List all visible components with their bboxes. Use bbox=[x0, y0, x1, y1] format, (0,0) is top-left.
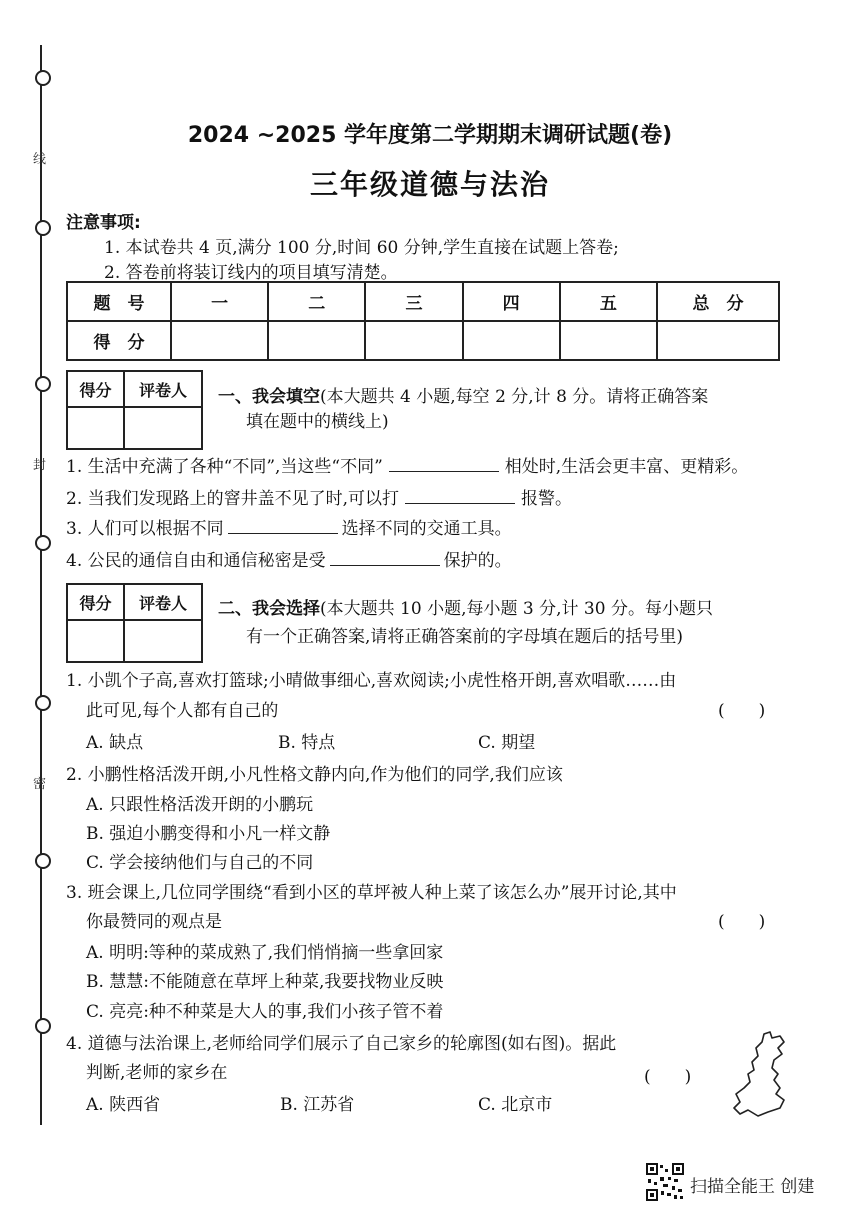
q3-option-b[interactable]: B. 慧慧:不能随意在草坪上种菜,我要找物业反映 bbox=[86, 972, 444, 992]
section1-score-box bbox=[66, 370, 203, 450]
score-table-header-2: 二 bbox=[268, 282, 365, 321]
answer-blank[interactable] bbox=[228, 519, 338, 534]
question-text: 相处时,生活会更丰富、更精彩。 bbox=[504, 457, 749, 477]
binding-hole bbox=[35, 853, 51, 869]
score-table-header-1: 一 bbox=[171, 282, 268, 321]
fill-question-1 bbox=[66, 452, 748, 477]
section1-heading-line1 bbox=[218, 382, 708, 407]
province-outline-map bbox=[728, 1030, 790, 1120]
q3-option-c[interactable]: C. 亮亮:种不种菜是大人的事,我们小孩子管不着 bbox=[86, 1002, 444, 1022]
answer-blank[interactable] bbox=[330, 551, 440, 566]
mini-score-label: 得分 bbox=[67, 371, 124, 407]
score-table-header-total: 总 分 bbox=[657, 282, 779, 321]
question-text: 1. 生活中充满了各种“不同”,当这些“不同” bbox=[66, 457, 383, 477]
fill-question-2 bbox=[66, 484, 572, 509]
question-text: 4. 公民的通信自由和通信秘密是受 bbox=[66, 551, 326, 571]
question-text: 3. 人们可以根据不同 bbox=[66, 519, 224, 539]
choice-question-2-line1: 2. 小鹏性格活泼开朗,小凡性格文静内向,作为他们的同学,我们应该 bbox=[66, 765, 563, 785]
choice-question-3-line1: 3. 班会课上,几位同学围绕“看到小区的草坪被人种上菜了该怎么办”展开讨论,其中 bbox=[66, 883, 677, 903]
mini-score-cell[interactable] bbox=[67, 407, 124, 449]
score-cell[interactable] bbox=[171, 321, 268, 360]
score-cell[interactable] bbox=[463, 321, 560, 360]
notice-heading: 注意事项: bbox=[66, 213, 141, 233]
exam-title: 2024 ~2025 学年度第二学期期末调研试题(卷) bbox=[187, 123, 673, 148]
notice-item-2: 2. 答卷前将装订线内的项目填写清楚。 bbox=[104, 263, 398, 283]
question-text: 报警。 bbox=[521, 489, 573, 509]
q2-option-a[interactable]: A. 只跟性格活泼开朗的小鹏玩 bbox=[86, 795, 314, 815]
mini-score-label: 得分 bbox=[67, 584, 124, 620]
question-text: 保护的。 bbox=[443, 551, 512, 571]
binding-line bbox=[40, 45, 42, 1125]
binding-hole bbox=[35, 535, 51, 551]
binding-hole bbox=[35, 70, 51, 86]
answer-blank[interactable] bbox=[405, 489, 515, 504]
qr-code-icon bbox=[646, 1163, 684, 1201]
score-table-header-label: 题 号 bbox=[67, 282, 171, 321]
q2-option-c[interactable]: C. 学会接纳他们与自己的不同 bbox=[86, 853, 314, 873]
answer-parentheses[interactable]: ( ) bbox=[644, 1067, 692, 1087]
answer-parentheses[interactable]: ( ) bbox=[718, 701, 766, 721]
q3-option-a[interactable]: A. 明明:等种的菜成熟了,我们悄悄摘一些拿回家 bbox=[86, 943, 444, 963]
choice-question-1-line2: 此可见,每个人都有自己的 bbox=[86, 701, 279, 721]
score-cell-total[interactable] bbox=[657, 321, 779, 360]
score-cell[interactable] bbox=[268, 321, 365, 360]
section2-heading-lead: 二、我会选择 bbox=[218, 599, 320, 619]
binding-hole bbox=[35, 695, 51, 711]
score-cell[interactable] bbox=[365, 321, 462, 360]
fill-question-3 bbox=[66, 514, 512, 539]
score-table-header-3: 三 bbox=[365, 282, 462, 321]
mini-grader-cell[interactable] bbox=[124, 407, 202, 449]
binding-char-xian: 线 bbox=[33, 152, 47, 167]
exam-subject: 三年级道德与法治 bbox=[309, 168, 550, 201]
q2-option-b[interactable]: B. 强迫小鹏变得和小凡一样文静 bbox=[86, 824, 331, 844]
mini-grader-label: 评卷人 bbox=[124, 371, 202, 407]
section2-heading-rest: (本大题共 10 小题,每小题 3 分,计 30 分。每小题只 bbox=[320, 599, 713, 619]
question-text: 2. 当我们发现路上的窨井盖不见了时,可以打 bbox=[66, 489, 400, 509]
section1-heading-line2: 填在题中的横线上) bbox=[246, 412, 389, 432]
binding-hole bbox=[35, 376, 51, 392]
score-table bbox=[66, 281, 780, 361]
q1-option-a[interactable]: A. 缺点 bbox=[86, 733, 144, 753]
section1-heading-rest: (本大题共 4 小题,每空 2 分,计 8 分。请将正确答案 bbox=[320, 387, 709, 407]
section2-heading-line2: 有一个正确答案,请将正确答案前的字母填在题后的括号里) bbox=[246, 627, 684, 647]
binding-hole bbox=[35, 220, 51, 236]
q4-option-b[interactable]: B. 江苏省 bbox=[280, 1095, 355, 1115]
binding-char-feng: 封 bbox=[33, 458, 47, 473]
section1-heading-lead: 一、我会填空 bbox=[218, 387, 320, 407]
choice-question-4-line2: 判断,老师的家乡在 bbox=[86, 1063, 228, 1083]
fill-question-4 bbox=[66, 546, 512, 571]
answer-blank[interactable] bbox=[389, 457, 499, 472]
q1-option-c[interactable]: C. 期望 bbox=[478, 733, 536, 753]
q4-option-c[interactable]: C. 北京市 bbox=[478, 1095, 553, 1115]
binding-char-mi: 密 bbox=[33, 777, 47, 792]
choice-question-4-line1: 4. 道德与法治课上,老师给同学们展示了自己家乡的轮廓图(如右图)。据此 bbox=[66, 1034, 617, 1054]
mini-score-cell[interactable] bbox=[67, 620, 124, 662]
choice-question-3-line2: 你最赞同的观点是 bbox=[86, 912, 222, 932]
scanner-watermark: 扫描全能王 创建 bbox=[690, 1177, 815, 1197]
notice-item-1: 1. 本试卷共 4 页,满分 100 分,时间 60 分钟,学生直接在试题上答卷; bbox=[104, 238, 619, 258]
answer-parentheses[interactable]: ( ) bbox=[718, 912, 766, 932]
q1-option-b[interactable]: B. 特点 bbox=[278, 733, 336, 753]
score-cell[interactable] bbox=[560, 321, 657, 360]
section2-score-box bbox=[66, 583, 203, 663]
mini-grader-label: 评卷人 bbox=[124, 584, 202, 620]
binding-hole bbox=[35, 1018, 51, 1034]
choice-question-1-line1: 1. 小凯个子高,喜欢打篮球;小晴做事细心,喜欢阅读;小虎性格开朗,喜欢唱歌……由 bbox=[66, 671, 677, 691]
score-table-header-4: 四 bbox=[463, 282, 560, 321]
section2-heading-line1 bbox=[218, 594, 713, 619]
q4-option-a[interactable]: A. 陕西省 bbox=[86, 1095, 161, 1115]
mini-grader-cell[interactable] bbox=[124, 620, 202, 662]
question-text: 选择不同的交通工具。 bbox=[341, 519, 512, 539]
score-table-score-label: 得 分 bbox=[67, 321, 171, 360]
score-table-header-5: 五 bbox=[560, 282, 657, 321]
